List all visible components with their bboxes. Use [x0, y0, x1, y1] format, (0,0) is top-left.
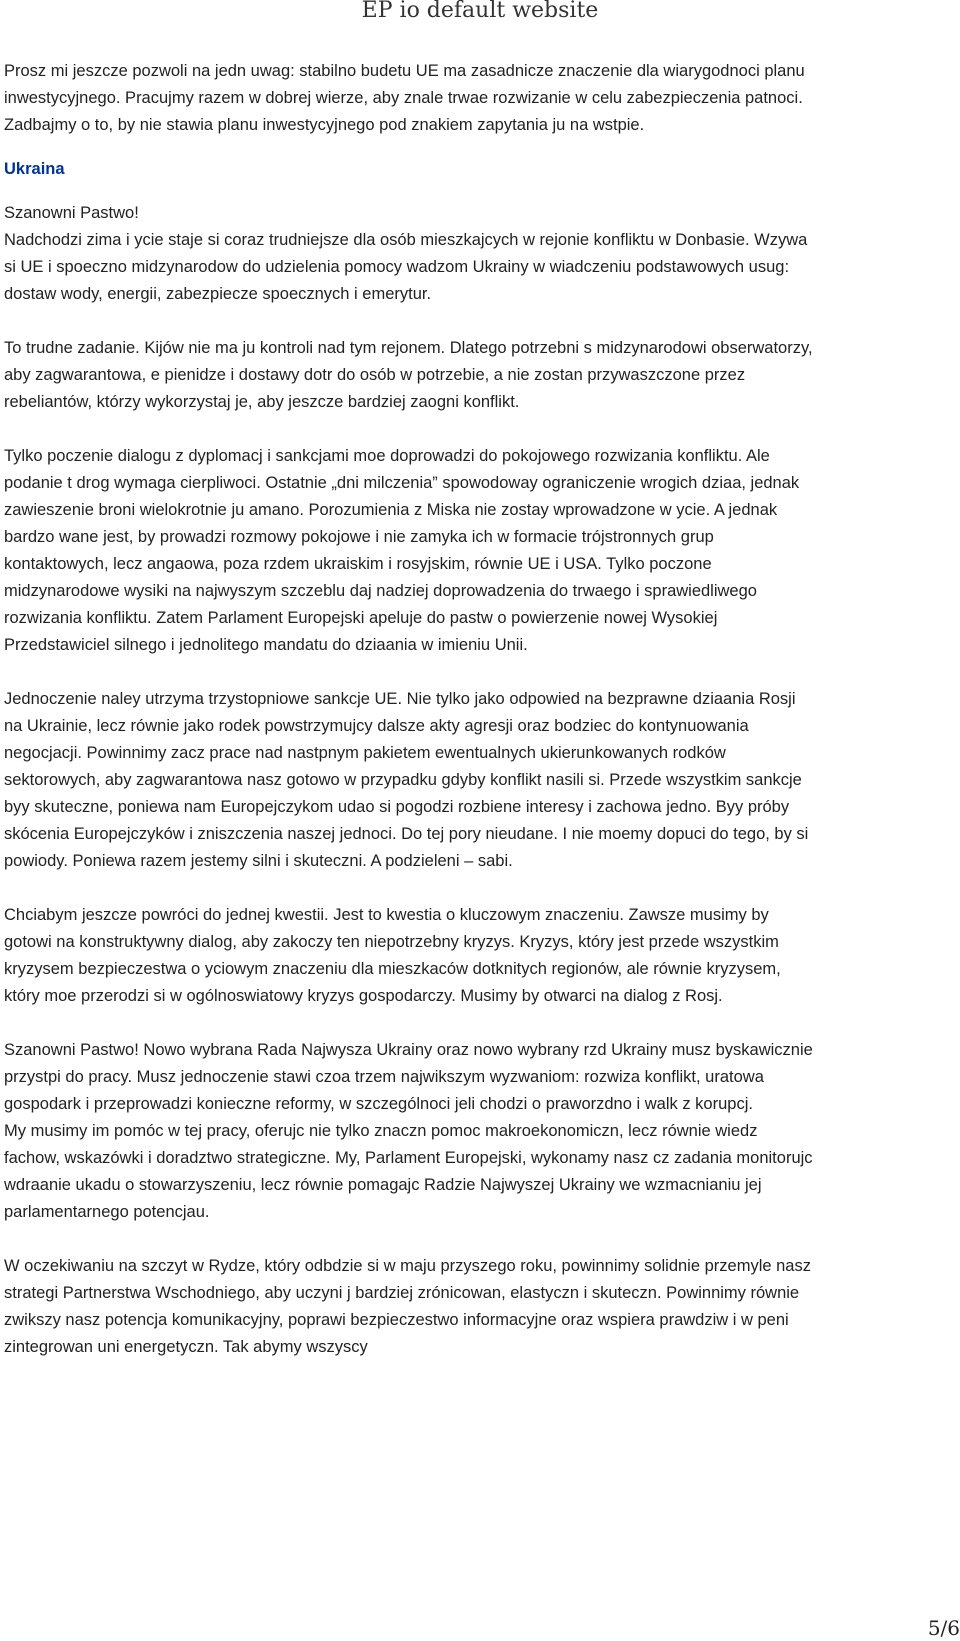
paragraph-riga-summit: W oczekiwaniu na szczyt w Rydze, który odbdzie si w maju przyszego roku, powinnimy solidnie przemyle nasz strategi Partnerstwa Wschodniego, aby uczyni j bardziej zrónicowan, elastyczn i skuteczn. Powinnimy równie zwikszy nasz potencja komunikacyjny, poprawi bezpieczestwo informacyjne oraz wspiera prawdziw i w peni zintegrowan uni energetyczn. Tak abymy wszyscy	[4, 1257, 811, 1356]
paragraph-budget: Prosz mi jeszcze pozwoli na jedn uwag: stabilno budetu UE ma zasadnicze znaczenie dla wiarygodnoci planu inwestycyjnego. Pracujmy razem w dobrej wierze, aby znale trwae rozwizanie w celu zabezpieczenia patnoci. Zadbajmy o to, by nie stawia planu inwestycyjnego pod znakiem zapytania ju na wstpie.	[4, 62, 805, 134]
paragraph-support: My musimy im pomóc w tej pracy, oferujc nie tylko znaczn pomoc makroekonomiczn, lecz równie wiedz fachow, wskazówki i doradztwo strategiczne. My, Parlament Europejski, wykonamy nasz cz zadania monitorujc wdraanie ukadu o stowarzyszeniu, lecz równie pomagajc Radzie Najwyszej Ukrainy we wzmacnianiu jej parlamentarnego potencjau.	[4, 1122, 813, 1221]
document-body	[4, 58, 816, 1361]
paragraph-crisis: Chciabym jeszcze powróci do jednej kwestii. Jest to kwestia o kluczowym znaczeniu. Zawsze musimy by gotowi na konstruktywny dialog, aby zakoczy ten niepotrzebny kryzys. Kryzys, który jest przede wszystkim kryzysem bezpieczestwa o yciowym znaczeniu dla mieszkaców dotknitych regionów, ale równie kryzysem, który moe przerodzi si w ogólnoswiatowy kryzys gospodarczy. Musimy by otwarci na dialog z Rosj.	[4, 906, 781, 1005]
paragraph-rada: Szanowni Pastwo! Nowo wybrana Rada Najwysza Ukrainy oraz nowo wybrany rzd Ukrainy musz byskawicznie przystpi do pracy. Musz jednoczenie stawi czoa trzem najwikszym wyzwaniom: rozwiza konflikt, uratowa gospodark i przeprowadzi konieczne reformy, w szczególnoci jeli chodzi o praworzdno i walk z korupcj.	[4, 1041, 813, 1113]
paragraph-salutation: Szanowni Pastwo!	[4, 204, 139, 222]
page-number: 5/6	[927, 1616, 960, 1640]
section-heading-ukraina: Ukraina	[4, 160, 65, 178]
page-header: EP io default website	[361, 0, 599, 23]
paragraph-sanctions: Jednoczenie naley utrzyma trzystopniowe sankcje UE. Nie tylko jako odpowied na bezprawne dziaania Rosji na Ukrainie, lecz równie jako rodek powstrzymujcy dalsze akty agresji oraz bodziec do kontynuowania negocjacji. Powinnimy zacz prace nad nastpnym pakietem ewentualnych ukierunkowanych rodków sektorowych, aby zagwarantowa nasz gotowo w przypadku gdyby konflikt nasili si. Przede wszystkim sankcje byy skuteczne, poniewa nam Europejczykom udao si pogodzi rozbiene interesy i zachowa jedno. Byy próby skócenia Europejczyków i zniszczenia naszej jednoci. Do tej pory nieudane. I nie moemy dopuci do tego, by si powiody. Poniewa razem jestemy silni i skuteczni. A podzieleni – sabi.	[4, 690, 809, 870]
paragraph-dialogue: Tylko poczenie dialogu z dyplomacj i sankcjami moe doprowadzi do pokojowego rozwizania konfliktu. Ale podanie t drog wymaga cierpliwoci. Ostatnie „dni milczenia” spowodoway ograniczenie wrogich dziaa, jednak zawieszenie broni wielokrotnie ju amano. Porozumienia z Miska nie zostay wprowadzone w ycie. A jednak bardzo wane jest, by prowadzi rozmowy pokojowe i nie zamyka ich w formacie trójstronnych grup kontaktowych, lecz angaowa, poza rzdem ukraiskim i rosyjskim, równie UE i USA. Tylko poczone midzynarodowe wysiki na najwyszym szczeblu daj nadziej doprowadzenia do trwaego i sprawiedliwego rozwizania konfliktu. Zatem Parlament Europejski apeluje do pastw o powierzenie nowej Wysokiej Przedstawiciel silnego i jednolitego mandatu do dziaania w imieniu Unii.	[4, 447, 800, 654]
paragraph-difficult-task: To trudne zadanie. Kijów nie ma ju kontroli nad tym rejonem. Dlatego potrzebni s midzynarodowi obserwatorzy, aby zagwarantowa, e pienidze i dostawy dotr do osób w potrzebie, a nie zostan przywaszczone przez rebeliantów, którzy wykorzystaj je, aby jeszcze bardziej zaogni konflikt.	[4, 339, 813, 411]
paragraph-winter: Nadchodzi zima i ycie staje si coraz trudniejsze dla osób mieszkajcych w rejonie konfliktu w Donbasie. Wzywa si UE i spoeczno midzynarodow do udzielenia pomocy wadzom Ukrainy w wiadczeniu podstawowych usug: dostaw wody, energii, zabezpiecze spoecznych i emerytur.	[4, 231, 808, 303]
